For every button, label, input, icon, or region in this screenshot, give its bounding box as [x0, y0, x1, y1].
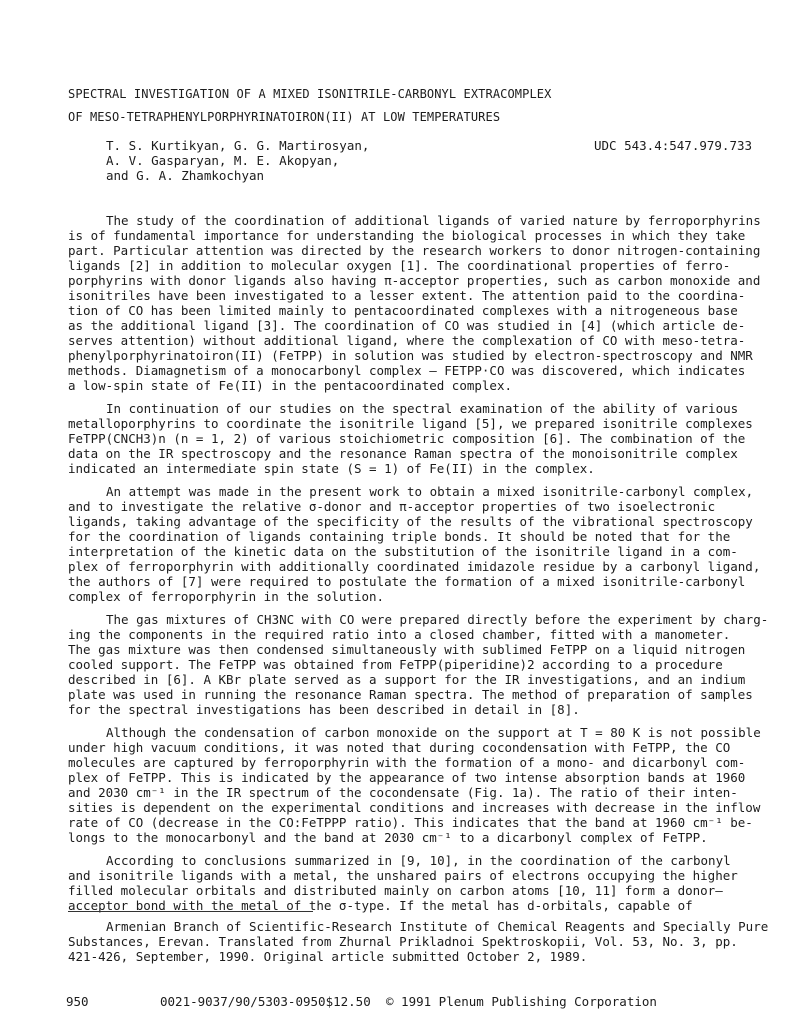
- paper-title-line-1: SPECTRAL INVESTIGATION OF A MIXED ISONITRILE-CARBONYL EXTRACOMPLEX: [68, 87, 552, 101]
- body-line: plex of FeTPP. This is indicated by the appearance of two intense absorption bands at 1960: [68, 770, 746, 785]
- paper-title-line-2: OF MESO-TETRAPHENYLPORPHYRINATOIRON(II) AT LOW TEMPERATURES: [68, 110, 501, 124]
- body-line: metalloporphyrins to coordinate the isonitrile ligand [5], we prepared isonitrile complexes: [68, 416, 753, 431]
- copyright-notice: © 1991 Plenum Publishing Corporation: [386, 994, 657, 1009]
- body-line: methods. Diamagnetism of a monocarbonyl complex — FETPP·CO was discovered, which indicates: [68, 363, 746, 378]
- page-number: 950: [66, 994, 89, 1009]
- body-line: the authors of [7] were required to postulate the formation of a mixed isonitrile-carbonyl: [68, 574, 746, 589]
- footnote-line: 421-426, September, 1990. Original article submitted October 2, 1989.: [68, 949, 588, 964]
- body-line: sities is dependent on the experimental conditions and increases with decrease in the inflow: [68, 800, 761, 815]
- udc-code: UDC 543.4:547.979.733: [594, 138, 753, 153]
- body-line: plate was used in running the resonance Raman spectra. The method of preparation of samples: [68, 687, 753, 702]
- author-line-3: and G. A. Zhamkochyan: [106, 168, 265, 183]
- body-line: and 2030 cm⁻¹ in the IR spectrum of the cocondensate (Fig. 1a). The ratio of their inten-: [68, 785, 738, 800]
- body-line: and to investigate the relative σ-donor and π-acceptor properties of two isoelectronic: [68, 499, 716, 514]
- body-line: for the spectral investigations has been described in detail in [8].: [68, 702, 580, 717]
- body-line: ligands [2] in addition to molecular oxygen [1]. The coordinational properties of ferro-: [68, 258, 731, 273]
- body-line: part. Particular attention was directed by the research workers to donor nitrogen-containing: [68, 243, 761, 258]
- body-line: a low-spin state of Fe(II) in the pentacoordinated complex.: [68, 378, 513, 393]
- body-line: In continuation of our studies on the spectral examination of the ability of various: [106, 401, 739, 416]
- body-line: longs to the monocarbonyl and the band at 2030 cm⁻¹ to a dicarbonyl complex of FeTPP.: [68, 830, 708, 845]
- body-line: An attempt was made in the present work to obtain a mixed isonitrile-carbonyl complex,: [106, 484, 754, 499]
- article-code: 0021-9037/90/5303-0950$12.50: [160, 994, 371, 1009]
- body-line: According to conclusions summarized in [9, 10], in the coordination of the carbonyl: [106, 853, 731, 868]
- author-line-2: A. V. Gasparyan, M. E. Akopyan,: [106, 153, 340, 168]
- body-line: The study of the coordination of additional ligands of varied nature by ferroporphyrins: [106, 213, 761, 228]
- body-line: ligands, taking advantage of the specificity of the results of the vibrational spectroscopy: [68, 514, 753, 529]
- body-line: rate of CO (decrease in the CO:FeTPPP ratio). This indicates that the band at 1960 cm⁻¹ be-: [68, 815, 753, 830]
- footnote-divider: [68, 911, 313, 912]
- body-line: interpretation of the kinetic data on the substitution of the isonitrile ligand in a com-: [68, 544, 738, 559]
- body-line: described in [6]. A KBr plate served as a support for the IR investigations, and an indium: [68, 672, 746, 687]
- author-line-1: T. S. Kurtikyan, G. G. Martirosyan,: [106, 138, 370, 153]
- footnote-line: Armenian Branch of Scientific-Research Institute of Chemical Reagents and Specially Pure: [106, 919, 769, 934]
- body-line: ing the components in the required ratio into a closed chamber, fitted with a manometer.: [68, 627, 731, 642]
- body-line: and isonitrile ligands with a metal, the unshared pairs of electrons occupying the higher: [68, 868, 738, 883]
- body-line: for the coordination of ligands containing triple bonds. It should be noted that for the: [68, 529, 731, 544]
- body-line: is of fundamental importance for understanding the biological processes in which they take: [68, 228, 746, 243]
- body-line: acceptor bond with the metal of the σ-type. If the metal has d-orbitals, capable of: [68, 898, 693, 913]
- body-line: isonitriles have been investigated to a lesser extent. The attention paid to the coordina-: [68, 288, 746, 303]
- body-line: The gas mixtures of CH3NC with CO were prepared directly before the experiment by charg-: [106, 612, 769, 627]
- body-line: porphyrins with donor ligands also having π-acceptor properties, such as carbon monoxide and: [68, 273, 761, 288]
- body-line: Although the condensation of carbon monoxide on the support at T = 80 K is not possible: [106, 725, 761, 740]
- body-line: filled molecular orbitals and distributed mainly on carbon atoms [10, 11] form a donor—: [68, 883, 723, 898]
- body-line: molecules are captured by ferroporphyrin with the formation of a mono- and dicarbonyl com-: [68, 755, 746, 770]
- body-line: FeTPP(CNCH3)n (n = 1, 2) of various stoichiometric composition [6]. The combination of the: [68, 431, 746, 446]
- footnote-line: Substances, Erevan. Translated from Zhurnal Prikladnoi Spektroskopii, Vol. 53, No. 3, pp.: [68, 934, 738, 949]
- body-line: The gas mixture was then condensed simultaneously with sublimed FeTPP on a liquid nitrogen: [68, 642, 746, 657]
- body-line: under high vacuum conditions, it was noted that during cocondensation with FeTPP, the CO: [68, 740, 731, 755]
- body-line: cooled support. The FeTPP was obtained from FeTPP(piperidine)2 according to a procedure: [68, 657, 723, 672]
- body-line: phenylporphyrinatoiron(II) (FeTPP) in solution was studied by electron-spectroscopy and NMR: [68, 348, 753, 363]
- body-line: indicated an intermediate spin state (S = 1) of Fe(II) in the complex.: [68, 461, 595, 476]
- body-line: plex of ferroporphyrin with additionally coordinated imidazole residue by a carbonyl ligand,: [68, 559, 761, 574]
- body-line: data on the IR spectroscopy and the resonance Raman spectra of the monoisonitrile complex: [68, 446, 738, 461]
- body-line: tion of CO has been limited mainly to pentacoordinated complexes with a nitrogeneous base: [68, 303, 738, 318]
- body-line: serves attention) without additional ligand, where the complexation of CO with meso-tetra-: [68, 333, 746, 348]
- body-line: complex of ferroporphyrin in the solution.: [68, 589, 385, 604]
- body-line: as the additional ligand [3]. The coordination of CO was studied in [4] (which article de-: [68, 318, 746, 333]
